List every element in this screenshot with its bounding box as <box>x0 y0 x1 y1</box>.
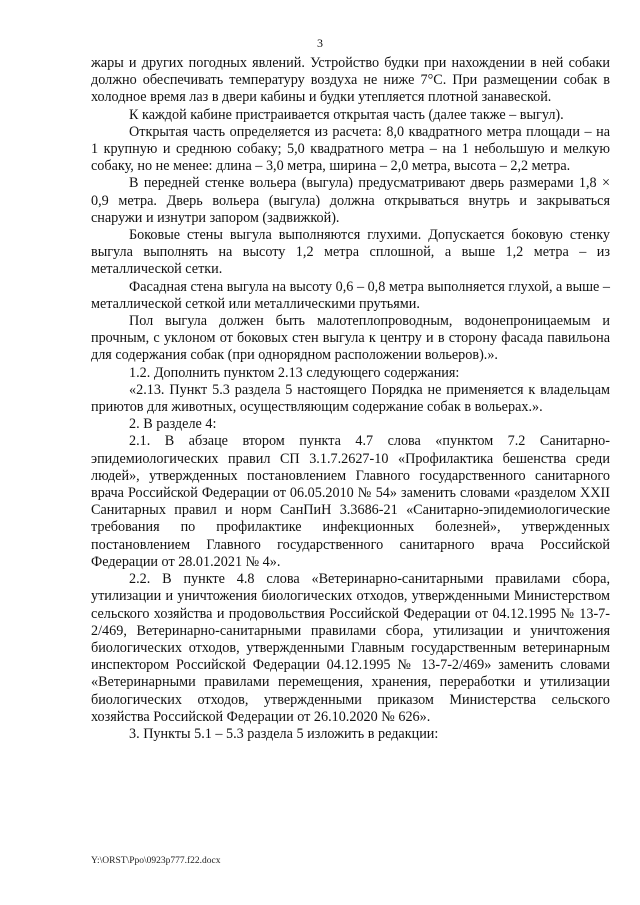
paragraph: Боковые стены выгула выполняются глухими. Допускается боковую стенку выгула выполнять на высоту 1,2 метра сплошной, а выше 1,2 метра – из металлической сетки. <box>91 227 610 278</box>
page-number: 3 <box>317 36 323 50</box>
paragraph: Открытая часть определяется из расчета: 8,0 квадратного метра площади – на 1 крупную и среднюю собаку; 5,0 квадратного метра – на 1 небольшую и мелкую собаку, но не менее: длина – 3,0 метра, ширина – 2,0 метра, высота – 2,2 метра. <box>91 123 610 175</box>
paragraph: К каждой кабине пристраивается открытая часть (далее также – выгул). <box>129 106 564 123</box>
document-body <box>91 55 610 743</box>
paragraph: Фасадная стена выгула на высоту 0,6 – 0,8 метра выполняется глухой, а выше – металлической сеткой или металлическими прутьями. <box>91 278 610 312</box>
paragraph: Пол выгула должен быть малотеплопроводным, водонепроницаемым и прочным, с уклоном от боковых стен выгула к центру и в сторону фасада павильона для содержания собак (при однорядном расположении вольеров).». <box>91 313 610 364</box>
paragraph: В передней стенке вольера (выгула) предусматривают дверь размерами 1,8 × 0,9 метра. Дверь вольера (выгула) должна открываться внутрь и закрываться снаружи и изнутри запором (задвижкой). <box>91 175 610 226</box>
paragraph: 2. В разделе 4: <box>129 416 217 433</box>
paragraph: 2.2. В пункте 4.8 слова «Ветеринарно-санитарными правилами сбора, утилизации и уничтожения биологических отходов, утвержденными Министерством сельского хозяйства и продовольствия Российской Федерации от 04.12.1995 № 13-7-2/469, Ветеринарно-санитарными правилами сбора, утилизации и уничтожения биологических отходов, утвержденными Главным государственным ветеринарным инспектором Российской Федерации 04.12.1995 № 13-7-2/469» заменить словами «Ветеринарными правилами перемещения, хранения, переработки и утилизации биологических отходов, утвержденными приказом Министерства сельского хозяйства Российской Федерации от 26.10.2020 № 626». <box>91 571 610 725</box>
paragraph: жары и других погодных явлений. Устройство будки при нахождении в ней собаки должно обеспечивать температуру воздуха не ниже 7°С. При размещении собак в холодное время лаз в двери кабины и будки утепляется плотной занавеской. <box>91 55 610 106</box>
paragraph: 1.2. Дополнить пунктом 2.13 следующего содержания: <box>129 364 460 381</box>
paragraph: «2.13. Пункт 5.3 раздела 5 настоящего Порядка не применяется к владельцам приютов для животных, осуществляющим содержание собак в вольерах.». <box>91 381 610 416</box>
file-path-footer: Y:\ORST\Ppo\0923p777.f22.docx <box>91 856 221 866</box>
paragraph: 2.1. В абзаце втором пункта 4.7 слова «пунктом 7.2 Санитарно-эпидемиологических правил СП 3.1.7.2627-10 «Профилактика бешенства среди людей», утвержденных постановлением Главного государственного санитарного врача Российской Федерации от 06.05.2010 № 54» заменить словами «разделом XXII Санитарных правил и норм СанПиН 3.3686-21 «Санитарно-эпидемиологические требования по профилактике инфекционных болезней», утвержденных постановлением Главного государственного санитарного врача Российской Федерации от 28.01.2021 № 4». <box>91 433 610 570</box>
paragraph: 3. Пункты 5.1 – 5.3 раздела 5 изложить в редакции: <box>129 725 439 742</box>
